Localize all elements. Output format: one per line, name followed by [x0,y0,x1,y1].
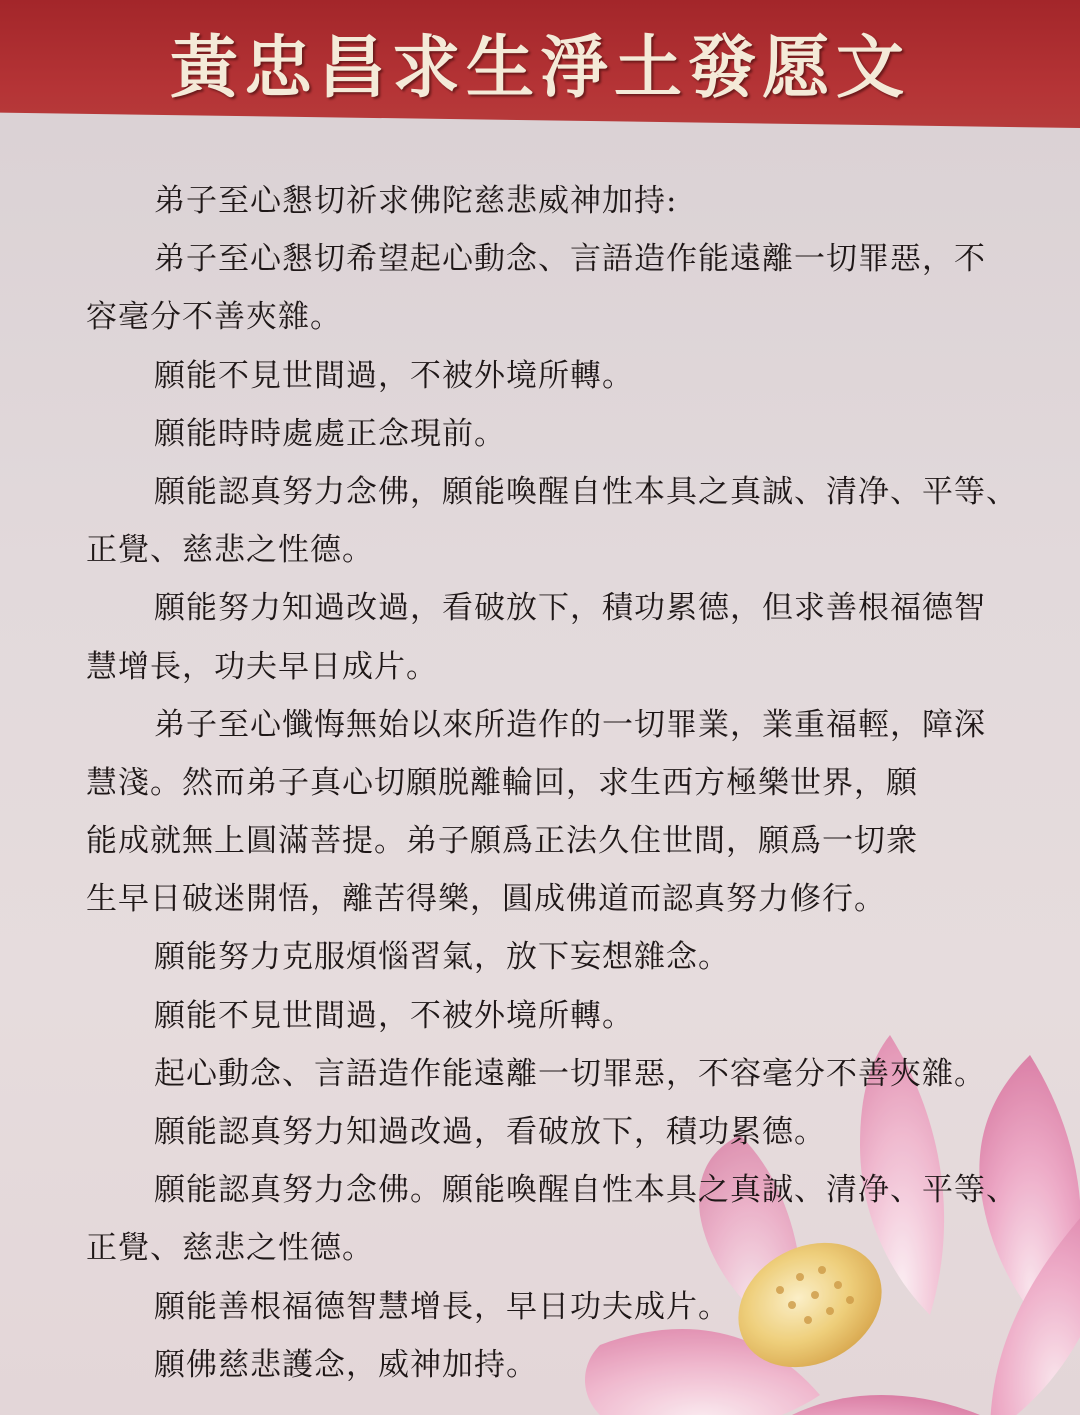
text-line: 慧淺。然而弟子真心切願脱離輪回，求生西方極樂世界，願 [86,764,918,801]
page-title: 黃忠昌求生淨土發愿文 [169,28,910,108]
text-line: 正覺、慈悲之性德。 [86,532,374,569]
text-line: 願能認真努力念佛。願能喚醒自性本具之真誠、清净、平等、 [154,1172,1018,1209]
text-line: 弟子至心懇切祈求佛陀慈悲威神加持: [154,183,678,219]
text-line: 願能認真努力知過改過，看破放下，積功累德。 [154,1114,826,1150]
text-line: 願能善根福德智慧增長，早日功夫成片。 [154,1288,730,1325]
text-line: 願能不見世間過，不被外境所轉。 [154,997,634,1034]
text-line: 容毫分不善夾雜。 [86,299,342,336]
text-line: 生早日破迷開悟，離苦得樂，圓成佛道而認真努力修行。 [86,881,886,918]
text-line: 願能時時處處正念現前。 [154,415,506,452]
text-line: 願能認真努力念佛，願能喚醒自性本具之真誠、清净、平等、 [154,473,1018,510]
text-line: 弟子至心懇切希望起心動念、言語造作能遠離一切罪惡，不 [154,241,986,278]
text-line: 願能努力克服煩惱習氣，放下妄想雜念。 [154,939,730,976]
text-line: 願佛慈悲護念，威神加持。 [154,1346,538,1383]
text-line: 願能努力知過改過，看破放下，積功累德，但求善根福德智 [154,590,986,627]
vow-text-body [86,172,1046,1394]
text-line: 願能不見世間過，不被外境所轉。 [154,357,634,394]
text-line: 弟子至心懺悔無始以來所造作的一切罪業，業重福輕，障深 [154,706,986,743]
text-line: 能成就無上圓滿菩提。弟子願爲正法久住世間，願爲一切衆 [86,823,918,860]
text-line: 慧增長，功夫早日成片。 [86,648,438,685]
text-line: 正覺、慈悲之性德。 [86,1230,374,1267]
text-line: 起心動念、言語造作能遠離一切罪惡，不容毫分不善夾雜。 [154,1055,986,1092]
